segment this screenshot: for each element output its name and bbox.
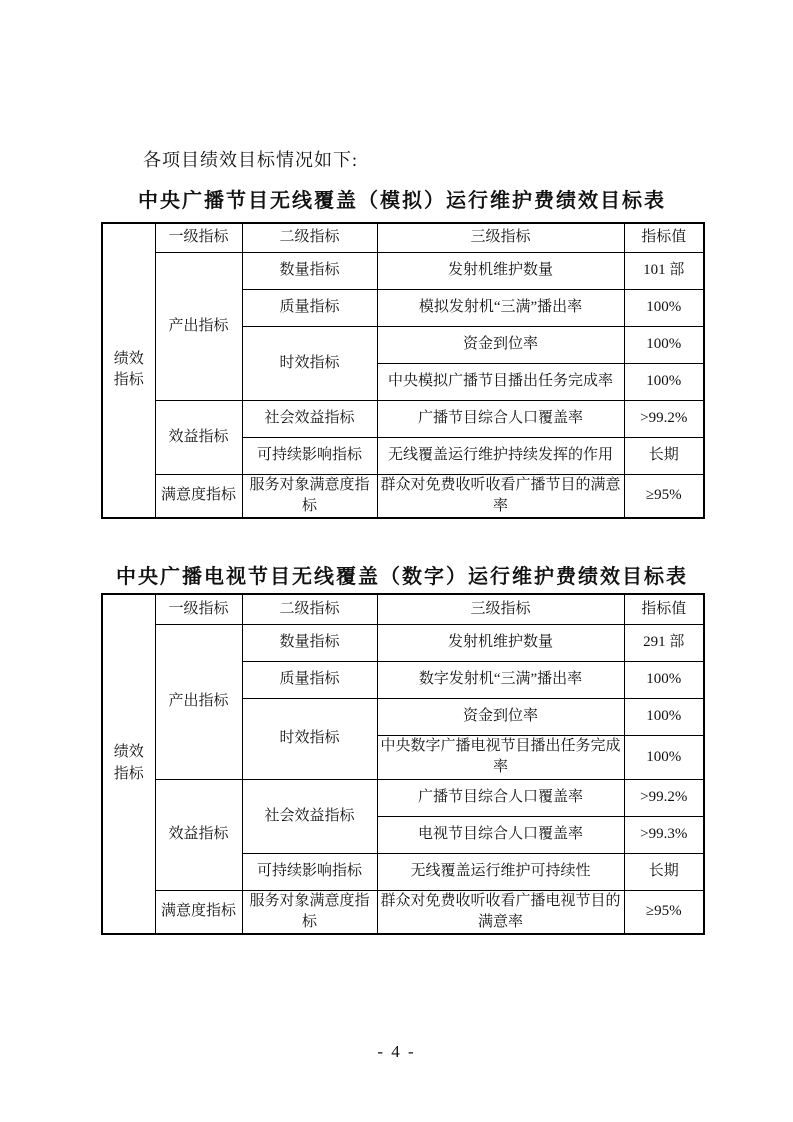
cell-level1: 满意度指标 [155, 474, 242, 518]
table-row [102, 252, 704, 289]
cell-level1: 产出指标 [155, 624, 242, 779]
header-level2: 二级指标 [242, 223, 377, 252]
cell-level3: 中央数字广播电视节目播出任务完成率 [377, 735, 624, 779]
cell-level3: 发射机维护数量 [377, 624, 624, 661]
cell-value: 100% [624, 735, 704, 779]
header-value: 指标值 [624, 594, 704, 624]
header-level2: 二级指标 [242, 594, 377, 624]
cell-level2: 服务对象满意度指标 [242, 890, 377, 934]
cell-value: 长期 [624, 437, 704, 474]
cell-value: >99.2% [624, 779, 704, 816]
performance-table-analog [101, 222, 705, 519]
side-label-cell [102, 594, 155, 934]
table-row [102, 779, 704, 816]
performance-table-digital [101, 593, 705, 935]
table-row [102, 594, 704, 624]
cell-level3: 群众对免费收听收看广播节目的满意率 [377, 474, 624, 518]
table-row [102, 624, 704, 661]
cell-level2: 数量指标 [242, 624, 377, 661]
cell-level2: 可持续影响指标 [242, 853, 377, 890]
cell-level3: 无线覆盖运行维护持续发挥的作用 [377, 437, 624, 474]
table-row [102, 474, 704, 518]
cell-level2: 时效指标 [242, 698, 377, 779]
header-level3: 三级指标 [377, 594, 624, 624]
cell-value: >99.2% [624, 400, 704, 437]
cell-value: 100% [624, 363, 704, 400]
cell-level2: 数量指标 [242, 252, 377, 289]
cell-level2: 可持续影响指标 [242, 437, 377, 474]
cell-level2: 质量指标 [242, 289, 377, 326]
header-level1: 一级指标 [155, 223, 242, 252]
cell-value: 291 部 [624, 624, 704, 661]
cell-value: 100% [624, 326, 704, 363]
cell-level1: 效益指标 [155, 779, 242, 890]
cell-level3: 无线覆盖运行维护可持续性 [377, 853, 624, 890]
cell-level2: 时效指标 [242, 326, 377, 400]
side-label: 绩效指标 [113, 744, 144, 782]
cell-value: >99.3% [624, 816, 704, 853]
cell-level1: 产出指标 [155, 252, 242, 400]
table-row [102, 400, 704, 437]
cell-level2: 社会效益指标 [242, 400, 377, 437]
header-value: 指标值 [624, 223, 704, 252]
side-label-cell [102, 223, 155, 518]
intro-text: 各项目绩效目标情况如下: [143, 150, 358, 170]
cell-level2: 社会效益指标 [242, 779, 377, 853]
cell-level3: 模拟发射机“三满”播出率 [377, 289, 624, 326]
cell-value: ≥95% [624, 474, 704, 518]
table-row [102, 223, 704, 252]
cell-level1: 效益指标 [155, 400, 242, 474]
header-level3: 三级指标 [377, 223, 624, 252]
cell-value: 100% [624, 661, 704, 698]
cell-level3: 资金到位率 [377, 326, 624, 363]
header-level1: 一级指标 [155, 594, 242, 624]
cell-level3: 电视节目综合人口覆盖率 [377, 816, 624, 853]
cell-value: 101 部 [624, 252, 704, 289]
cell-level3: 资金到位率 [377, 698, 624, 735]
cell-level3: 中央模拟广播节目播出任务完成率 [377, 363, 624, 400]
cell-level3: 发射机维护数量 [377, 252, 624, 289]
side-label: 绩效指标 [113, 350, 144, 389]
cell-value: ≥95% [624, 890, 704, 934]
cell-level3: 群众对免费收听收看广播电视节目的满意率 [377, 890, 624, 934]
cell-level3: 广播节目综合人口覆盖率 [377, 400, 624, 437]
cell-level2: 服务对象满意度指标 [242, 474, 377, 518]
cell-level1: 满意度指标 [155, 890, 242, 934]
cell-value: 100% [624, 698, 704, 735]
table-digital-title: 中央广播电视节目无线覆盖（数字）运行维护费绩效目标表 [116, 566, 688, 588]
page-number: - 4 - [377, 1042, 416, 1061]
table-row [102, 890, 704, 934]
cell-value: 100% [624, 289, 704, 326]
cell-value: 长期 [624, 853, 704, 890]
cell-level2: 质量指标 [242, 661, 377, 698]
cell-level3: 数字发射机“三满”播出率 [377, 661, 624, 698]
table-analog-title: 中央广播节目无线覆盖（模拟）运行维护费绩效目标表 [138, 190, 666, 212]
cell-level3: 广播节目综合人口覆盖率 [377, 779, 624, 816]
